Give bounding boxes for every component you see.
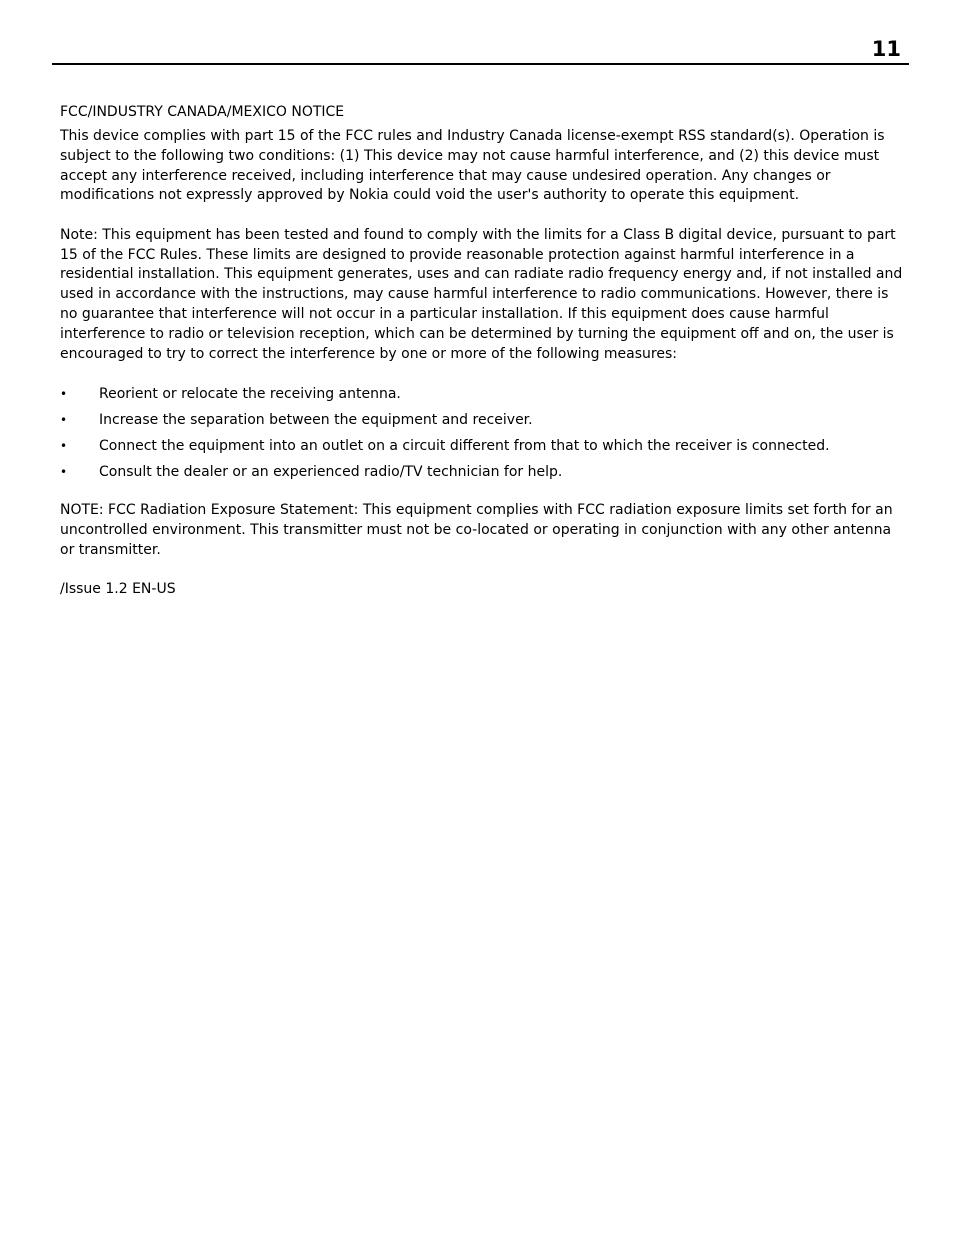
- page-number: 11: [871, 37, 901, 61]
- measure-text: Reorient or relocate the receiving antenna.: [99, 385, 401, 402]
- list-item: [60, 384, 906, 404]
- list-item: [60, 436, 906, 456]
- compliance-paragraph: This device complies with part 15 of the FCC rules and Industry Canada license-exempt RSS standard(s). Operation is subject to the following two conditions: (1) This device may not cause harmful interference, and (2) this device must accept any interference received, including interference that may cause undesired operation. Any changes or modifications not expressly approved by Nokia could void the user's authority to operate this equipment.: [60, 128, 885, 204]
- measure-text: Connect the equipment into an outlet on a circuit different from that to which the receiver is connected.: [99, 437, 830, 454]
- issue-label: /Issue 1.2 EN-US: [60, 580, 176, 597]
- radiation-exposure-paragraph: NOTE: FCC Radiation Exposure Statement: This equipment complies with FCC radiation exposure limits set forth for an uncontrolled environment. This transmitter must not be co-located or operating in conjunction with any other antenna or transmitter.: [60, 501, 893, 558]
- page-header: [52, 36, 909, 65]
- measures-list: [60, 384, 906, 482]
- bullet-icon: •: [60, 438, 68, 453]
- notice-title: FCC/INDUSTRY CANADA/MEXICO NOTICE: [60, 104, 345, 120]
- measure-text: Consult the dealer or an experienced radio/TV technician for help.: [99, 463, 563, 480]
- document-body: [60, 102, 906, 619]
- bullet-icon: •: [60, 412, 68, 427]
- bullet-icon: •: [60, 386, 68, 401]
- bullet-icon: •: [60, 464, 68, 479]
- list-item: [60, 410, 906, 430]
- list-item: [60, 462, 906, 482]
- class-b-note-paragraph: Note: This equipment has been tested and found to comply with the limits for a Class B digital device, pursuant to part 15 of the FCC Rules. These limits are designed to provide reasonable protection against harmful interference in a residential installation. This equipment generates, uses and can radiate radio frequency energy and, if not installed and used in accordance with the instructions, may cause harmful interference to radio communications. However, there is no guarantee that interference will not occur in a particular installation. If this equipment does cause harmful interference to radio or television reception, which can be determined by turning the equipment off and on, the user is encouraged to try to correct the interference by one or more of the following measures:: [60, 226, 903, 362]
- measure-text: Increase the separation between the equipment and receiver.: [99, 411, 533, 428]
